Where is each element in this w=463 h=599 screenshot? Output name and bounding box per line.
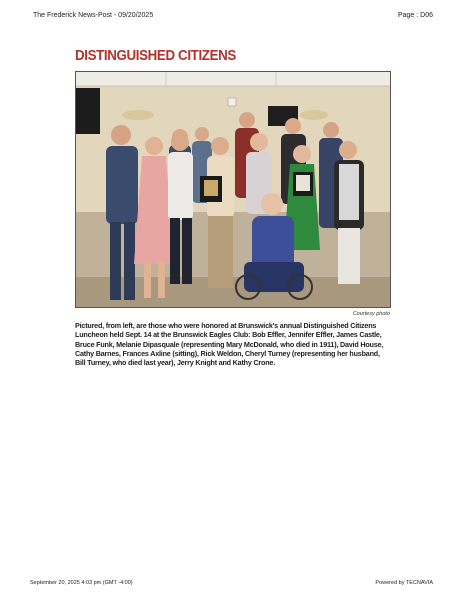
publication-date-header: The Frederick News-Post - 09/20/2025: [33, 12, 154, 19]
headline: DISTINGUISHED CITIZENS: [75, 48, 236, 64]
print-timestamp: September 20, 2025 4:03 pm (GMT -4:00): [30, 580, 133, 586]
photo-caption: Pictured, from left, are those who were honored at Brunswick's annual Distinguished Citizens Luncheon held Sept. 14 at the Brunswick Eagles Club: Bob Effler, Jennifer Effler, James Castle, Bruce Funk, Melanie Dipasquale (representing Mary McDonald, who died in 1911), David House, Cathy Barnes, Frances Axline (sitting), Rick Weldon, Cheryl Turney (representing her husband, Bill Turney, who died last year), Jerry Knight and Kathy Crone.: [75, 321, 384, 368]
powered-by: Powered by TECNAVIA: [375, 580, 433, 586]
group-photo-illustration: [76, 72, 390, 307]
photo-credit: Courtesy photo: [352, 311, 390, 317]
page-number: Page : D06: [397, 12, 433, 19]
group-photo: [75, 71, 391, 308]
